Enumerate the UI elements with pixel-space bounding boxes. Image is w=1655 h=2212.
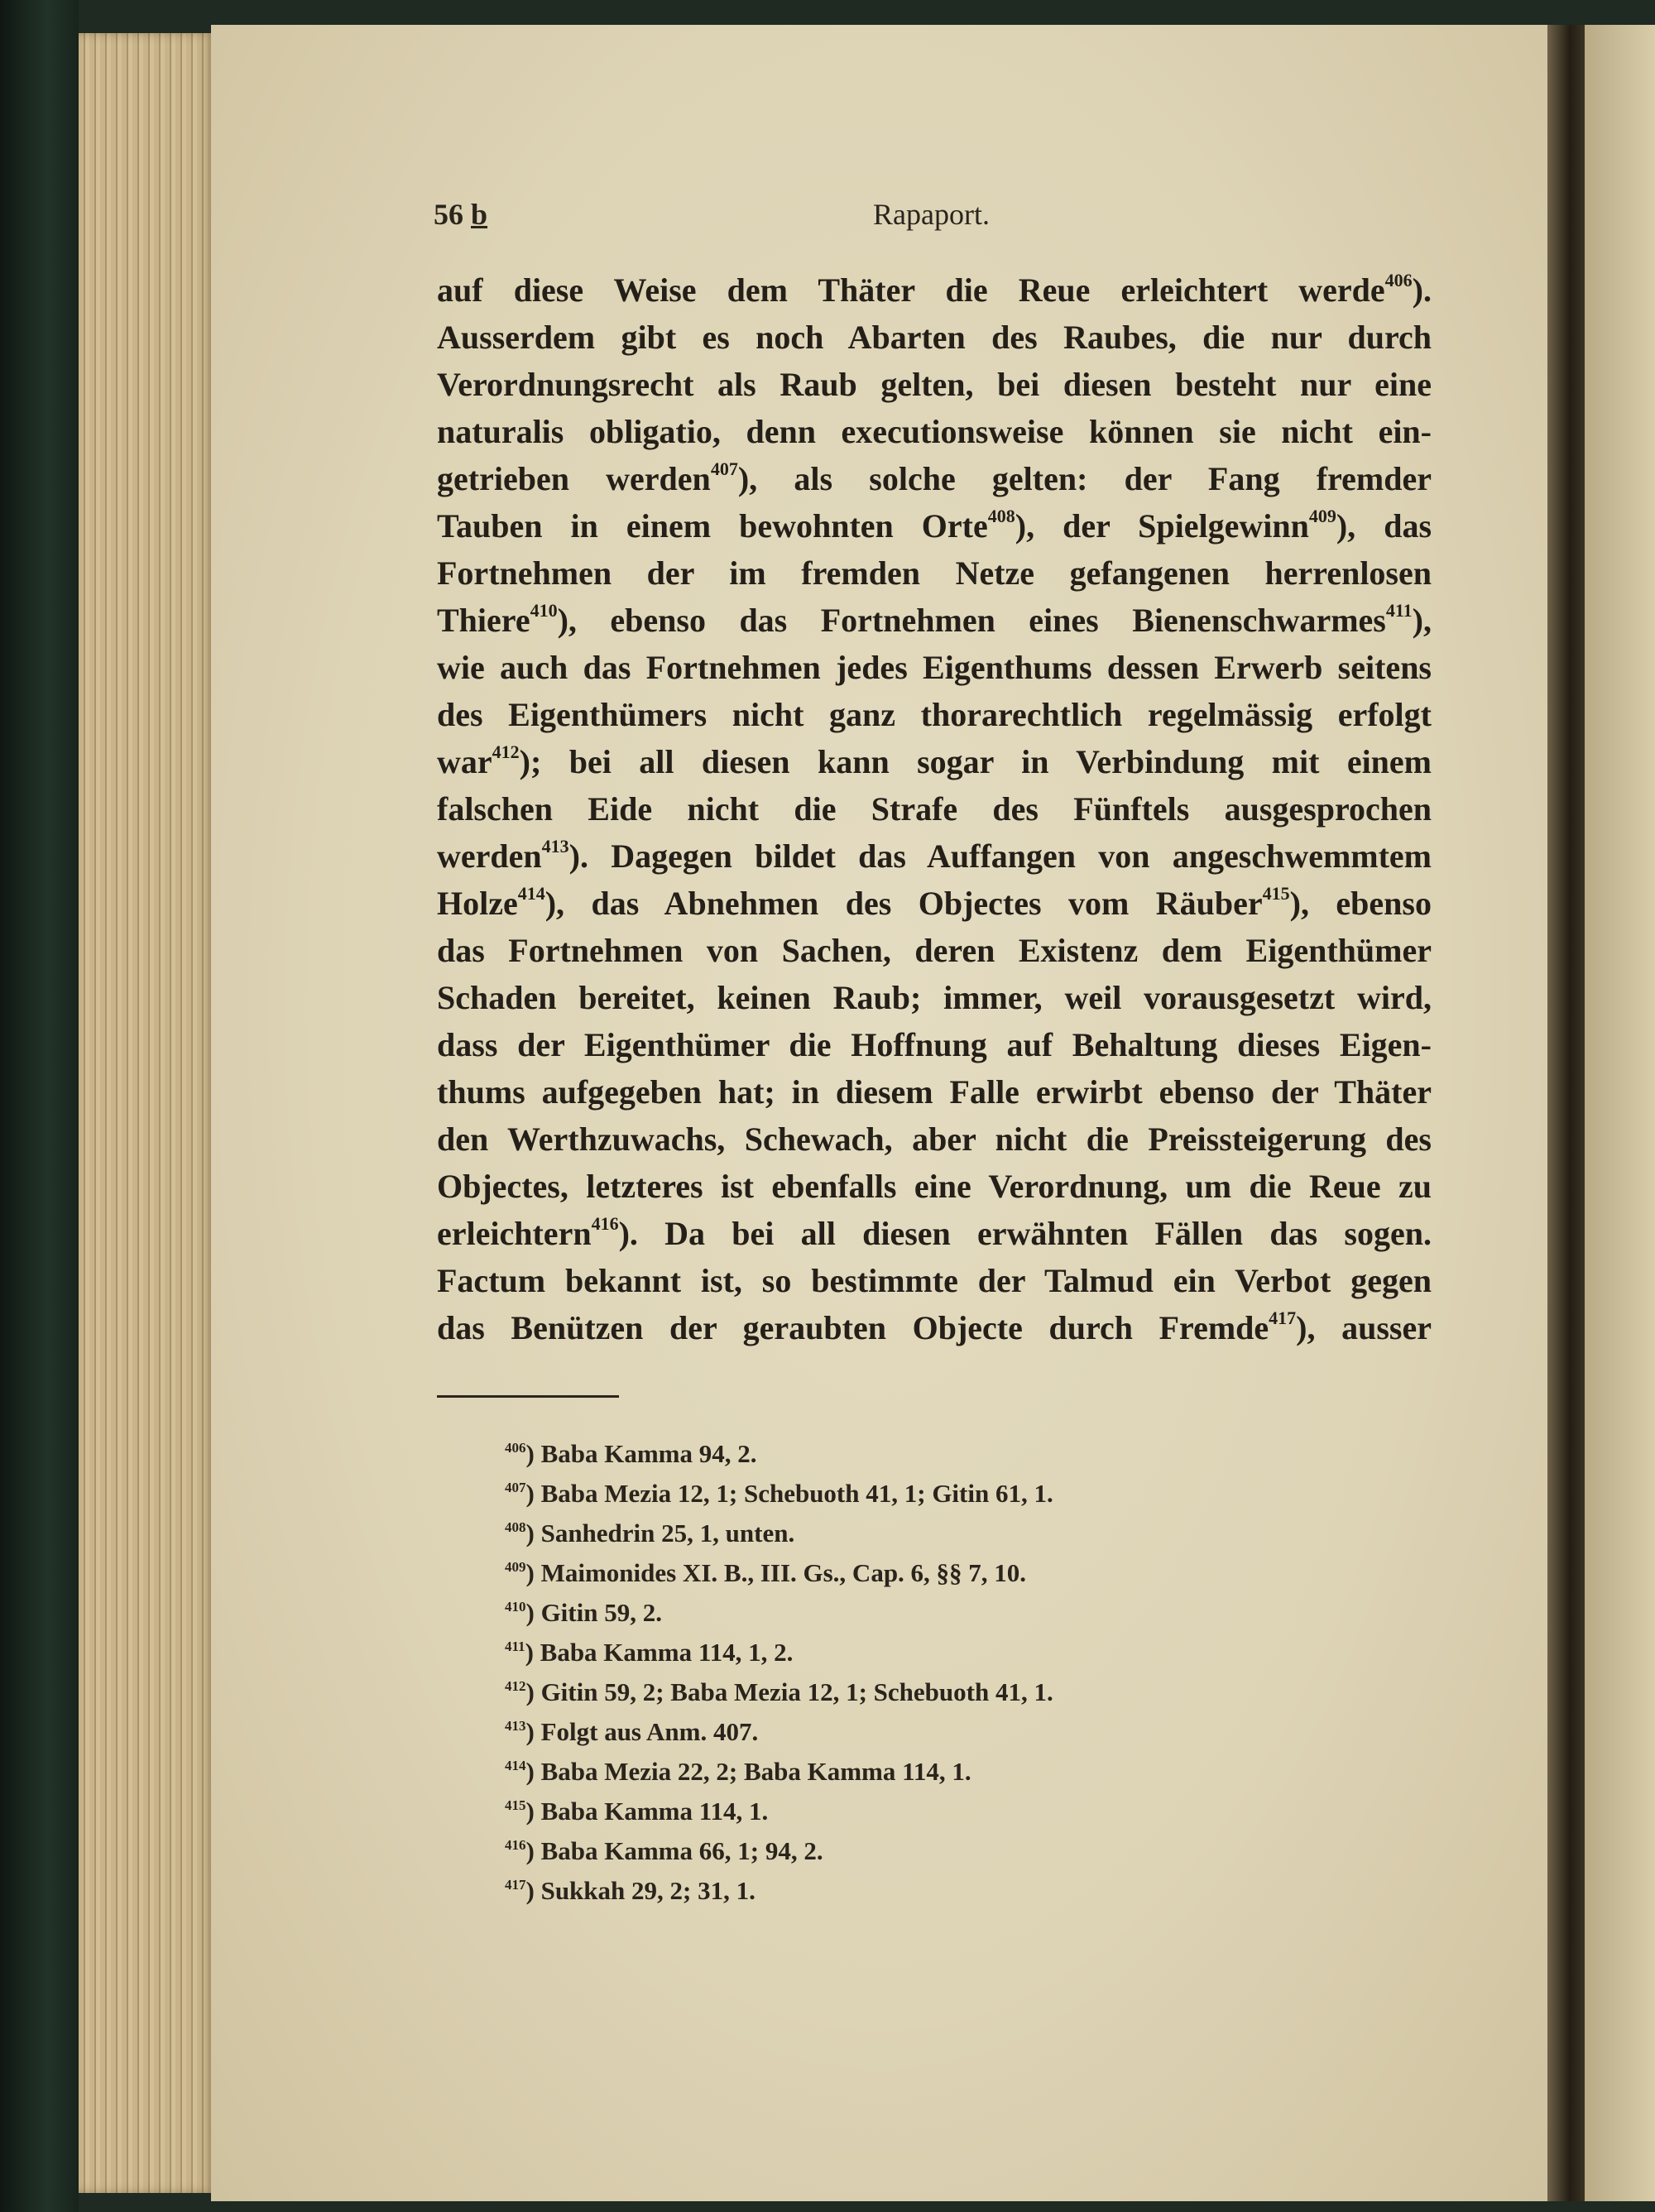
text-line (437, 1163, 1432, 1210)
text-line (437, 1210, 1432, 1257)
text-segment: thums aufgegeben hat; in diesem Falle erwirbt ebenso der Thäter (437, 1073, 1432, 1111)
text-line (437, 1068, 1432, 1116)
footnote-text: ) Baba Mezia 22, 2; Baba Kamma 114, 1. (525, 1757, 971, 1786)
text-line (437, 1116, 1432, 1163)
text-segment: auf diese Weise dem Thäter die Reue erleichtert werde (437, 271, 1385, 309)
footnote-number: 417 (505, 1877, 526, 1893)
text-segment: ); bei all diesen kann sogar in Verbindung mit einem (519, 743, 1432, 780)
text-line (437, 314, 1432, 361)
text-segment: Verordnungsrecht als Raub gelten, bei diesen besteht nur eine (437, 366, 1432, 403)
text-segment: Tauben in einem bewohnten Orte (437, 507, 988, 545)
footnote-number: 416 (505, 1837, 526, 1853)
footnote-number: 411 (505, 1639, 525, 1654)
text-line (437, 1257, 1432, 1304)
body-text (437, 266, 1432, 1351)
text-segment: Ausserdem gibt es noch Abarten des Raubes, die nur durch (437, 319, 1432, 356)
text-line (437, 502, 1432, 549)
footnote-ref: 416 (591, 1213, 619, 1234)
footnote (505, 1672, 1053, 1712)
footnote-ref: 415 (1262, 883, 1290, 904)
text-segment: ), (1412, 602, 1432, 639)
footnote-number: 414 (505, 1758, 526, 1773)
text-line (437, 455, 1432, 502)
text-segment: erleichtern (437, 1215, 592, 1252)
text-segment: das Benützen der geraubten Objecte durch Fremde (437, 1309, 1269, 1346)
footnote-text: ) Baba Kamma 114, 1, 2. (525, 1638, 794, 1667)
footnote-number: 406 (505, 1440, 526, 1456)
page-edges (79, 33, 215, 2193)
footnote-number: 413 (505, 1718, 526, 1734)
text-segment: ). (1412, 271, 1432, 309)
footnote-text: ) Gitin 59, 2; Baba Mezia 12, 1; Schebuoth 41, 1. (525, 1677, 1053, 1706)
footnote (505, 1871, 1053, 1911)
text-segment: ), ebenso (1289, 885, 1432, 922)
text-segment: Factum bekannt ist, so bestimmte der Talmud ein Verbot gegen (437, 1262, 1432, 1299)
text-segment: Holze (437, 885, 518, 922)
page-number (434, 197, 487, 232)
footnote (505, 1792, 1053, 1831)
footnote-text: ) Baba Kamma 66, 1; 94, 2. (525, 1836, 823, 1865)
text-segment: ). Dagegen bildet das Auffangen von angeschwemmtem (568, 837, 1432, 875)
footnote-ref: 411 (1385, 600, 1413, 621)
text-line (437, 1021, 1432, 1068)
footnote-text: ) Gitin 59, 2. (525, 1598, 662, 1627)
text-line (437, 691, 1432, 738)
footnote-ref: 412 (492, 741, 520, 762)
text-line (437, 738, 1432, 785)
footnote-text: ) Maimonides XI. B., III. Gs., Cap. 6, §§ 7, 10. (525, 1558, 1027, 1587)
text-segment: falschen Eide nicht die Strafe des Fünftels ausgesprochen (437, 790, 1432, 828)
page-number-value: 56 (434, 198, 463, 231)
footnote-number: 415 (505, 1797, 526, 1813)
text-segment: war (437, 743, 492, 780)
text-line (437, 361, 1432, 408)
footnote (505, 1474, 1053, 1514)
text-line (437, 832, 1432, 880)
text-segment: ), ebenso das Fortnehmen eines Bienenschwarmes (557, 602, 1386, 639)
text-line (437, 880, 1432, 927)
text-segment: wie auch das Fortnehmen jedes Eigenthums dessen Erwerb seitens (437, 649, 1432, 686)
text-segment: ), als solche gelten: der Fang fremder (737, 460, 1432, 497)
text-segment: ), der Spielgewinn (1015, 507, 1309, 545)
footnote-divider (437, 1395, 619, 1398)
text-line (437, 549, 1432, 597)
footnote (505, 1712, 1053, 1752)
text-line (437, 1304, 1432, 1351)
text-segment: des Eigenthümers nicht ganz thorarechtlich regelmässig erfolgt (437, 696, 1432, 733)
text-line (437, 644, 1432, 691)
footnote-ref: 410 (530, 600, 558, 621)
footnote-text: ) Baba Kamma 94, 2. (525, 1439, 757, 1468)
footnote-text: ) Baba Kamma 114, 1. (525, 1797, 769, 1826)
facing-page-edge (1585, 25, 1655, 2201)
book-gutter (1547, 25, 1585, 2201)
footnote-ref: 414 (517, 883, 545, 904)
text-segment: das Fortnehmen von Sachen, deren Existenz dem Eigenthümer (437, 932, 1432, 969)
book-cover (0, 0, 79, 2212)
footnote-ref: 406 (1384, 270, 1413, 290)
footnotes (505, 1434, 1053, 1911)
text-segment: Thiere (437, 602, 530, 639)
footnote-number: 407 (505, 1480, 526, 1495)
footnote-text: ) Sukkah 29, 2; 31, 1. (525, 1876, 756, 1905)
footnote-text: ) Folgt aus Anm. 407. (525, 1717, 759, 1746)
footnote-ref: 409 (1308, 506, 1336, 526)
footnote-ref: 413 (541, 836, 569, 856)
text-segment: Fortnehmen der im fremden Netze gefangenen herrenlosen (437, 554, 1432, 592)
text-segment: naturalis obligatio, denn executionsweise können sie nicht ein- (437, 413, 1432, 450)
footnote (505, 1752, 1053, 1792)
footnote-number: 408 (505, 1519, 526, 1535)
footnote (505, 1633, 1053, 1672)
text-segment: ). Da bei all diesen erwähnten Fällen das sogen. (618, 1215, 1432, 1252)
text-segment: ), das Abnehmen des Objectes vom Räuber (544, 885, 1263, 922)
footnote-number: 410 (505, 1599, 526, 1615)
footnote (505, 1434, 1053, 1474)
footnote-ref: 407 (710, 458, 738, 479)
footnote (505, 1593, 1053, 1633)
text-line (437, 408, 1432, 455)
footnote-text: ) Baba Mezia 12, 1; Schebuoth 41, 1; Gitin 61, 1. (525, 1479, 1053, 1508)
text-segment: werden (437, 837, 542, 875)
footnote-text: ) Sanhedrin 25, 1, unten. (525, 1519, 795, 1547)
text-line (437, 266, 1432, 314)
text-segment: den Werthzuwachs, Schewach, aber nicht die Preissteigerung des (437, 1120, 1432, 1158)
text-line (437, 974, 1432, 1021)
footnote-ref: 408 (987, 506, 1015, 526)
text-line (437, 927, 1432, 974)
footnote-number: 409 (505, 1559, 526, 1575)
text-segment: ), das (1336, 507, 1432, 545)
footnote-ref: 417 (1269, 1308, 1297, 1328)
page-suffix: b (471, 198, 488, 231)
text-segment: Objectes, letzteres ist ebenfalls eine Verordnung, um die Reue zu (437, 1168, 1432, 1205)
text-line (437, 785, 1432, 832)
footnote (505, 1514, 1053, 1553)
footnote (505, 1553, 1053, 1593)
text-segment: dass der Eigenthümer die Hoffnung auf Behaltung dieses Eigen- (437, 1026, 1432, 1063)
text-segment: getrieben werden (437, 460, 711, 497)
text-segment: Schaden bereitet, keinen Raub; immer, weil vorausgesetzt wird, (437, 979, 1432, 1016)
text-segment: ), ausser (1296, 1309, 1432, 1346)
text-line (437, 597, 1432, 644)
running-title: Rapaport. (873, 198, 990, 231)
footnote-number: 412 (505, 1678, 526, 1694)
footnote (505, 1831, 1053, 1871)
